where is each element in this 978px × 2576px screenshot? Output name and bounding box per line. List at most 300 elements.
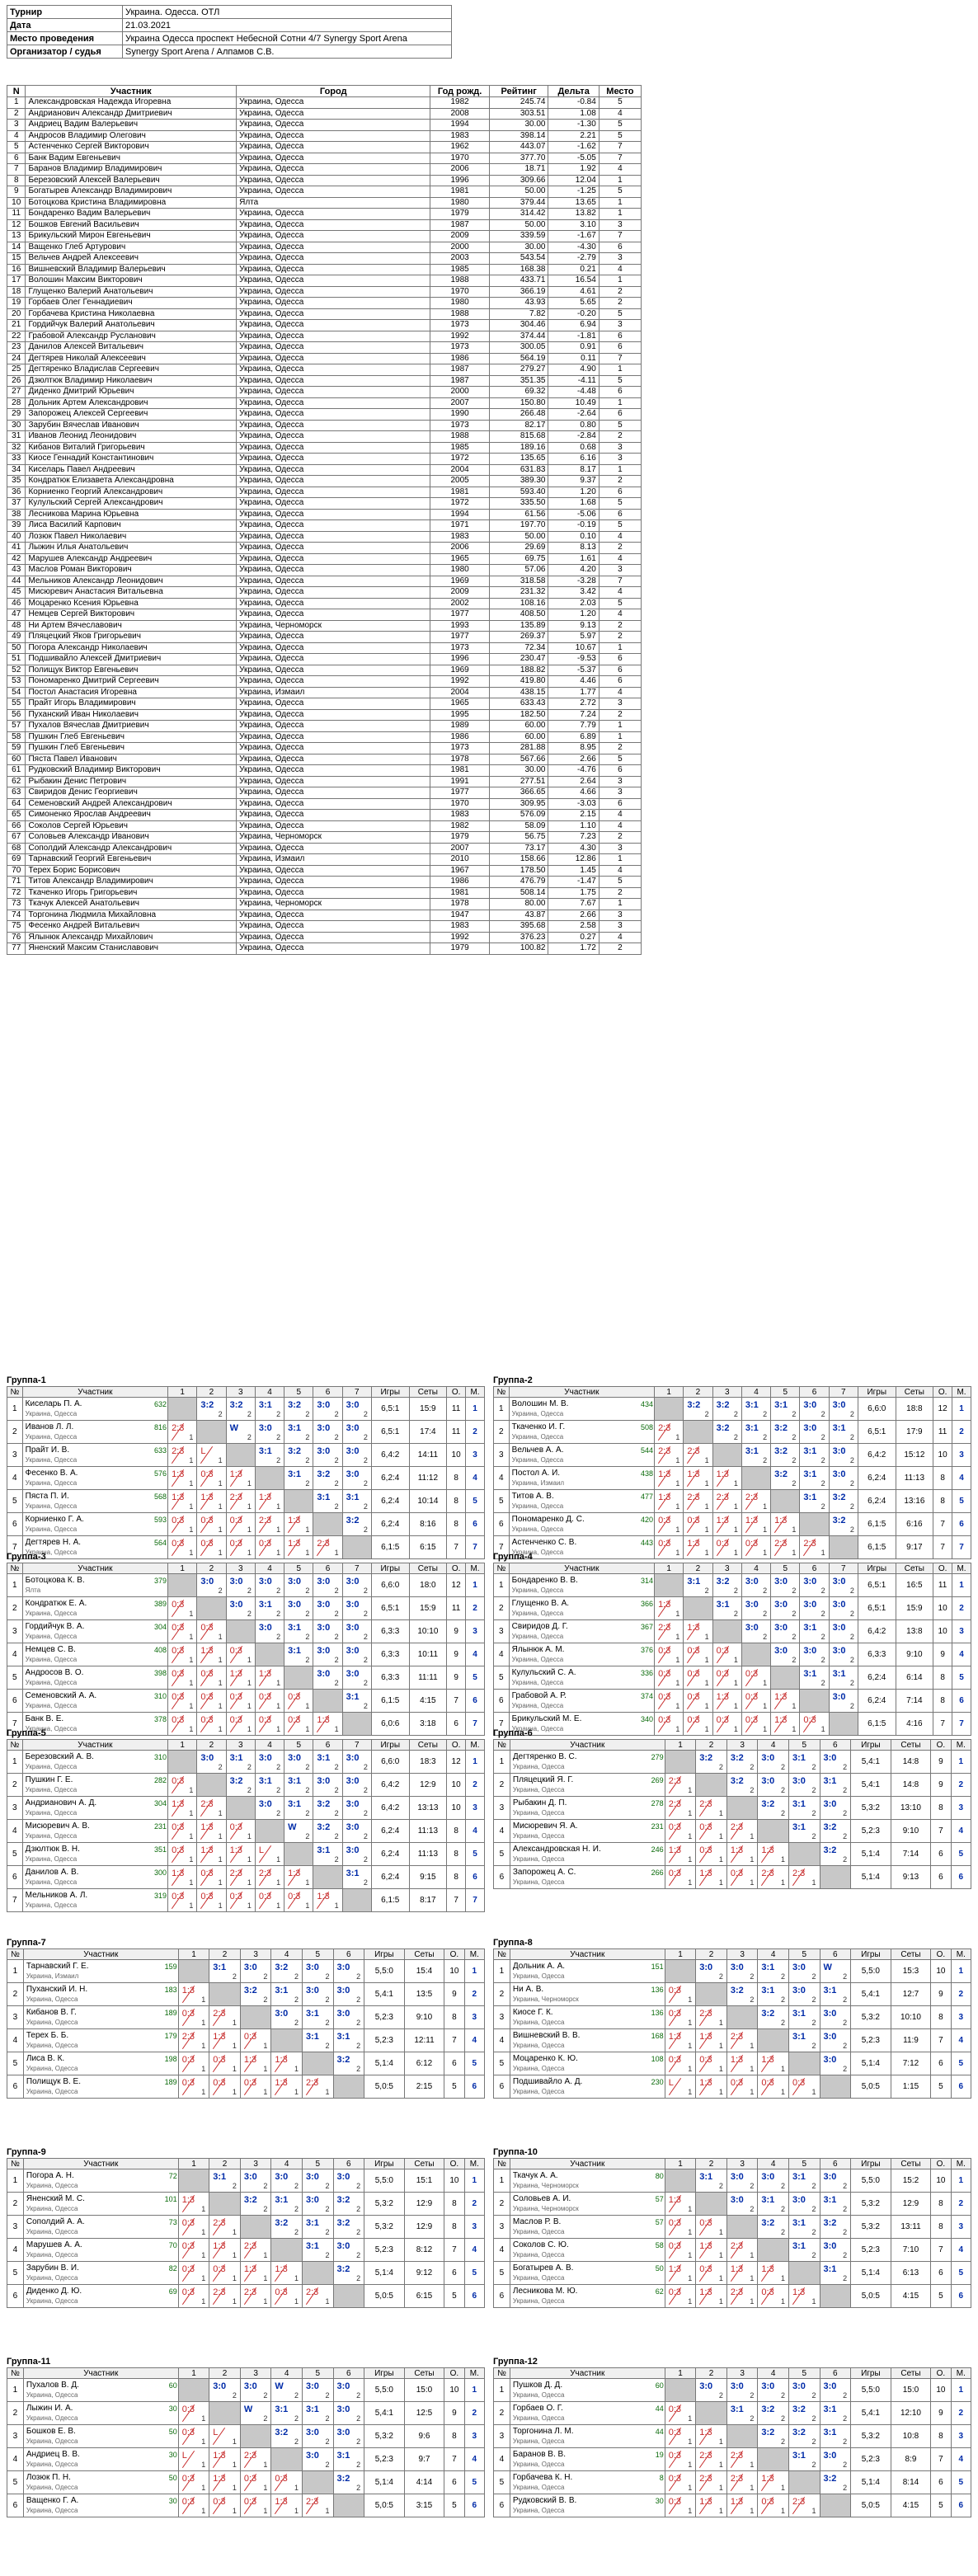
player-rating: 159 [164, 1962, 177, 1971]
score: 0:3 [229, 1646, 242, 1656]
place-cell: 4 [951, 2239, 971, 2262]
player-city: Украина, Одесса [25, 1762, 78, 1770]
table-cell: Лыжин Илья Анатольевич [26, 543, 237, 554]
score: 1:3 [288, 1516, 301, 1525]
match-points: 1 [704, 1725, 709, 1733]
table-cell: 2 [599, 543, 641, 554]
score: 0:3 [172, 1822, 185, 1832]
score: 0:3 [699, 2055, 712, 2065]
table-cell: 1.10 [548, 820, 599, 832]
score: 0:3 [181, 2078, 195, 2088]
player-cell [23, 2448, 178, 2471]
table-cell: 408.50 [489, 609, 548, 621]
score: 0:3 [172, 1776, 185, 1786]
table-cell: 1995 [430, 709, 490, 721]
match-result [696, 2471, 727, 2494]
table-cell: Пушкин Глеб Евгеньевич [26, 731, 237, 743]
table-row [7, 431, 642, 443]
place-cell: 3 [952, 1620, 971, 1643]
match-points: 2 [820, 1633, 825, 1641]
group-header-cell: Сеты [409, 1740, 447, 1751]
match-result [168, 1444, 197, 1467]
table-cell: Гордийчук Валерий Анатольевич [26, 320, 237, 331]
match-cell [210, 2379, 239, 2401]
match-result [313, 1467, 342, 1490]
score: 3:1 [803, 1446, 817, 1456]
match-points: 1 [733, 1502, 738, 1511]
games-cell: 5,0:5 [364, 2494, 405, 2517]
sets-cell: 12:5 [404, 2402, 444, 2425]
match-cell [210, 2052, 239, 2075]
table-cell: 277.51 [489, 776, 548, 787]
match-result [712, 1643, 741, 1666]
score: 3:1 [258, 1446, 272, 1456]
score: 3:0 [346, 1423, 360, 1433]
match-cell [180, 2262, 209, 2284]
place-cell: 1 [951, 1960, 971, 1983]
sets-cell: 12:9 [404, 2193, 444, 2216]
match-result [197, 1774, 226, 1797]
group-header-row [494, 1740, 971, 1751]
player-name: Горбачева К. Н. [512, 2472, 573, 2482]
table-cell: Украина, Одесса [237, 843, 430, 854]
table-row [494, 1960, 971, 1983]
player-name: Пушков Д. Д. [512, 2380, 563, 2390]
table-row [494, 1513, 971, 1536]
match-result [665, 2029, 696, 2052]
score: L [200, 1446, 206, 1456]
match-result [665, 2075, 696, 2099]
games-cell: 5,0:5 [851, 2075, 891, 2099]
table-row [7, 153, 642, 164]
match-cell [198, 1513, 224, 1535]
points-cell: 10 [931, 2379, 951, 2402]
score: 3:2 [774, 1423, 788, 1433]
score: 1:3 [761, 2264, 774, 2274]
match-cell [759, 2075, 788, 2098]
match-points: 1 [201, 2297, 206, 2306]
table-cell: 43.87 [489, 910, 548, 921]
match-cell [169, 1513, 195, 1535]
score: 3:1 [823, 2264, 837, 2274]
match-cell [728, 1866, 757, 1888]
score: 1:3 [792, 2287, 806, 2297]
match-points: 2 [363, 1702, 368, 1710]
match-cell [344, 1597, 370, 1619]
table-cell: 3 [599, 442, 641, 454]
match-cell [285, 1843, 312, 1865]
player-cell [23, 2425, 178, 2448]
match-cell [344, 1444, 370, 1466]
score: 0:3 [172, 1669, 185, 1679]
match-points: 2 [356, 2461, 361, 2469]
group-header-cell: Участник [22, 1740, 167, 1751]
group-block [7, 1375, 485, 1559]
match-result [284, 1467, 313, 1490]
table-cell: Украина, Одесса [237, 231, 430, 242]
match-result [168, 1513, 197, 1536]
table-row [7, 509, 642, 520]
player-cell [22, 1889, 167, 1912]
player-number: 2 [494, 1774, 510, 1797]
match-cell [169, 1889, 195, 1911]
sets-cell: 10:11 [409, 1643, 447, 1666]
match-cell [272, 2216, 301, 2238]
match-cell [198, 1889, 224, 1911]
score: 3:0 [317, 1400, 331, 1410]
info-value: Украина Одесса проспект Небесной Сотни 4/7 Synergy Sport Arena [123, 32, 452, 45]
score: 3:2 [336, 2474, 350, 2484]
player-rating: 44 [655, 2427, 664, 2436]
player-cell [509, 1467, 654, 1490]
games-cell: 5,0:5 [851, 2494, 891, 2517]
score: 3:0 [317, 1776, 331, 1786]
match-result [226, 1751, 255, 1774]
group-header-cell: О. [447, 1387, 466, 1398]
table-cell: 1972 [430, 454, 490, 465]
table-cell: Постол Анастасия Игоревна [26, 687, 237, 698]
match-cell [198, 1490, 224, 1512]
match-cell [272, 2402, 301, 2424]
match-result [168, 1597, 197, 1620]
table-cell: 35 [7, 476, 26, 487]
score: 3:0 [317, 1646, 331, 1656]
group-header-cell: Игры [371, 1563, 409, 1574]
table-cell: 63 [7, 787, 26, 799]
score: 2:3 [792, 1869, 806, 1878]
match-cell [198, 1643, 224, 1666]
match-points: 1 [305, 1549, 310, 1557]
points-cell: 7 [444, 2239, 464, 2262]
match-cell [272, 2006, 301, 2028]
match-result [168, 1797, 197, 1820]
match-result [665, 1843, 696, 1866]
table-cell: Украина, Одесса [237, 431, 430, 443]
group-header-cell: М. [951, 1949, 971, 1960]
table-cell: 16 [7, 264, 26, 275]
group-header-cell: 4 [271, 1949, 303, 1960]
place-cell: 2 [464, 1983, 484, 2006]
table-cell: Дегтярев Николай Алексеевич [26, 353, 237, 364]
table-cell: 50 [7, 642, 26, 654]
player-name: Кулульский С. А. [511, 1667, 576, 1677]
match-cell [801, 1490, 827, 1512]
table-cell: Пономаренко Дмитрий Сергеевич [26, 676, 237, 688]
score: 3:1 [803, 1623, 817, 1633]
match-result [696, 2169, 727, 2193]
match-points: 2 [792, 1633, 797, 1641]
player-name: Грабовой А. Р. [511, 1690, 567, 1700]
match-points: 1 [201, 2461, 206, 2469]
group-header-cell: 1 [665, 2368, 696, 2379]
player-name: Рыбакин Д. П. [512, 1798, 567, 1807]
match-points: 2 [750, 1763, 755, 1771]
match-result [655, 1620, 684, 1643]
table-cell: 2 [599, 743, 641, 754]
player-number: 1 [7, 1398, 23, 1421]
place-cell: 3 [951, 2216, 971, 2239]
score: 0:3 [181, 2474, 195, 2484]
match-points: 2 [843, 2228, 848, 2236]
table-cell: Данилов Алексей Витальевич [26, 342, 237, 354]
match-cell [210, 2285, 239, 2307]
table-cell: 1969 [430, 576, 490, 587]
player-city: Украина, Одесса [25, 1831, 78, 1840]
match-cell [772, 1690, 798, 1712]
player-cell [509, 1643, 654, 1666]
table-cell: Украина, Одесса [237, 397, 430, 409]
score: 3:0 [258, 1623, 272, 1633]
table-cell: Яненский Максим Станиславович [26, 943, 237, 955]
match-points: 2 [363, 1610, 368, 1618]
table-row [494, 1490, 971, 1513]
match-result [240, 2006, 271, 2029]
score: 3:0 [774, 1623, 788, 1633]
match-cell [228, 1643, 254, 1666]
match-points: 1 [704, 1656, 709, 1664]
match-cell [656, 1620, 682, 1643]
games-cell: 6,2:4 [371, 1513, 409, 1536]
score: 3:1 [792, 2172, 806, 2182]
match-cell [830, 1620, 857, 1643]
match-result [696, 2262, 727, 2285]
match-points: 2 [843, 1995, 848, 2004]
player-city: Украина, Одесса [511, 1632, 564, 1640]
table-cell: Кондратюк Елизавета Александровна [26, 476, 237, 487]
table-cell: Украина, Одесса [237, 665, 430, 676]
match-result [168, 1751, 197, 1774]
score: 3:2 [823, 2218, 837, 2228]
match-result [271, 2169, 303, 2193]
match-points: 2 [763, 1586, 768, 1595]
score: 3:0 [832, 1446, 846, 1456]
group-header-cell: 4 [758, 1740, 789, 1751]
match-result [758, 1983, 789, 2006]
table-cell: 72 [7, 887, 26, 899]
place-cell: 2 [466, 1774, 485, 1797]
match-cell [285, 1797, 312, 1819]
table-cell: 4 [599, 810, 641, 821]
table-cell: -1.30 [548, 120, 599, 131]
table-cell: 6 [599, 765, 641, 777]
table-cell: 9.13 [548, 620, 599, 632]
match-result [284, 1666, 313, 1690]
match-result [665, 2494, 696, 2517]
match-points: 2 [247, 1586, 252, 1595]
match-points: 1 [276, 1525, 281, 1534]
player-city: Украина, Одесса [25, 1478, 78, 1487]
group-header-cell: 4 [758, 2159, 789, 2169]
match-result [342, 1820, 371, 1843]
match-result [741, 1513, 770, 1536]
player-city: Украина, Одесса [25, 1548, 78, 1556]
table-cell: 56 [7, 709, 26, 721]
player-number: 3 [494, 1444, 510, 1467]
group-header-cell: 7 [342, 1740, 371, 1751]
match-result [302, 1983, 333, 2006]
player-name: Бондаренко В. В. [511, 1575, 578, 1585]
player-rating: 593 [154, 1515, 167, 1524]
match-cell [697, 2471, 726, 2494]
match-cell [228, 1444, 254, 1466]
group-header-cell: 6 [333, 2368, 364, 2379]
table-cell: Свиридов Денис Георгиевич [26, 787, 237, 799]
match-result [333, 2425, 364, 2448]
match-points: 1 [189, 1786, 194, 1794]
match-points: 2 [363, 1763, 368, 1771]
player-number: 6 [494, 2075, 510, 2099]
table-row [7, 1889, 485, 1912]
match-cell [180, 2448, 209, 2470]
match-result [726, 1983, 758, 2006]
group-header-cell: Сеты [404, 2159, 444, 2169]
match-cell [666, 2239, 695, 2261]
player-rating: 30 [168, 2496, 177, 2505]
group-header-cell: 5 [302, 2368, 333, 2379]
table-row [7, 632, 642, 643]
match-points: 1 [201, 2414, 206, 2423]
table-cell: 2009 [430, 587, 490, 599]
match-points: 1 [688, 1809, 693, 1817]
place-cell: 4 [466, 1643, 485, 1666]
player-name: Андросов В. О. [25, 1667, 84, 1677]
match-cell [684, 1467, 711, 1489]
score: 3:0 [774, 1600, 788, 1610]
player-name: Данилов А. В. [25, 1867, 79, 1877]
sets-cell: 11:11 [409, 1666, 447, 1690]
match-result [168, 1820, 197, 1843]
group-header-row [494, 1949, 971, 1960]
table-cell: 2004 [430, 464, 490, 476]
table-cell: 2.58 [548, 921, 599, 933]
table-cell: Украина, Одесса [237, 375, 430, 387]
table-cell: 1.75 [548, 887, 599, 899]
table-cell: 51 [7, 654, 26, 665]
table-cell: 2 [599, 431, 641, 443]
match-cell [180, 2193, 209, 2215]
score: 3:1 [317, 1753, 331, 1763]
player-name: Лесникова М. Ю. [512, 2286, 578, 2296]
player-cell [22, 1444, 167, 1467]
table-row [7, 687, 642, 698]
match-cell [314, 1597, 341, 1619]
score: 0:3 [288, 1715, 301, 1725]
player-cell [509, 1513, 654, 1536]
table-row [494, 1690, 971, 1713]
table-cell: Украина, Одесса [237, 609, 430, 621]
table-row [7, 2425, 485, 2448]
player-rating: 310 [154, 1691, 167, 1700]
match-result [302, 2425, 333, 2448]
match-points: 2 [363, 1855, 368, 1864]
match-cell [228, 1774, 254, 1796]
games-cell: 5,5:0 [364, 2379, 405, 2402]
score: 2:3 [730, 2474, 744, 2484]
group-header-cell: 2 [197, 1563, 226, 1574]
match-result [209, 2006, 241, 2029]
match-cell [285, 1444, 312, 1466]
group-header-cell: 3 [726, 1949, 758, 1960]
score: 0:3 [668, 1986, 681, 1995]
player-number: 2 [494, 2402, 510, 2425]
match-points: 2 [820, 1433, 825, 1441]
table-cell: Пухалов Вячеслав Дмитриевич [26, 721, 237, 732]
table-cell: Рыбакин Денис Петрович [26, 776, 237, 787]
player-name: Рудковский В. В. [512, 2495, 577, 2505]
score: 0:3 [716, 1539, 729, 1549]
points-cell: 5 [444, 2494, 464, 2517]
table-cell: Украина, Одесса [237, 642, 430, 654]
player-city: Украина, Одесса [26, 2483, 78, 2491]
score: 0:3 [243, 2497, 257, 2507]
match-cell [684, 1490, 711, 1512]
table-cell: 1.92 [548, 164, 599, 176]
player-city: Украина, Одесса [26, 2390, 78, 2399]
player-cell [22, 1820, 167, 1843]
player-rating: 198 [164, 2054, 177, 2063]
match-result [655, 1490, 684, 1513]
player-name: Лозюк П. Н. [26, 2472, 71, 2482]
player-name: Запорожец А. С. [512, 1867, 576, 1877]
group-header-cell: О. [933, 1563, 952, 1574]
score: 3:0 [305, 1986, 319, 1995]
match-points: 2 [276, 1456, 281, 1464]
player-cell [510, 2262, 665, 2285]
player-number: 1 [494, 2379, 510, 2402]
match-cell [303, 2471, 332, 2494]
table-cell: 7.79 [548, 721, 599, 732]
match-cell [684, 1597, 711, 1619]
match-cell [656, 1444, 682, 1466]
table-row [7, 2239, 485, 2262]
place-cell: 4 [952, 1643, 971, 1666]
player-number: 2 [7, 1983, 24, 2006]
table-cell: 4.66 [548, 787, 599, 799]
match-cell [728, 1774, 757, 1796]
table-cell: 158.66 [489, 854, 548, 866]
group-title: Группа-2 [493, 1375, 533, 1385]
table-cell: 1967 [430, 865, 490, 877]
score: 3:2 [792, 2404, 806, 2414]
match-points: 1 [688, 1855, 693, 1864]
table-cell: Пуханский Иван Николаевич [26, 709, 237, 721]
player-cell [510, 2193, 665, 2216]
sets-cell: 10:10 [409, 1620, 447, 1643]
player-rating: 420 [641, 1515, 654, 1524]
score: 3:0 [823, 2032, 837, 2042]
table-cell: 1996 [430, 654, 490, 665]
match-result [240, 1960, 271, 1983]
sets-cell: 10:8 [891, 2425, 931, 2448]
group-header-cell: № [7, 1949, 24, 1960]
player-name: Погора А. Н. [26, 2170, 74, 2180]
player-city: Украина, Одесса [26, 2250, 78, 2259]
score: 0:3 [258, 1539, 272, 1549]
match-cell [228, 1820, 254, 1842]
table-row [7, 231, 642, 242]
match-result [302, 2239, 333, 2262]
points-cell: 8 [447, 1843, 466, 1866]
score: 1:3 [200, 1822, 214, 1832]
points-cell: 8 [444, 2006, 464, 2029]
table-row [7, 765, 642, 777]
table-row [7, 2169, 485, 2193]
match-points: 2 [325, 2414, 330, 2423]
table-row [7, 253, 642, 265]
match-result [829, 1467, 858, 1490]
table-cell: Киосе Геннадий Константинович [26, 454, 237, 465]
match-cell [830, 1690, 857, 1712]
